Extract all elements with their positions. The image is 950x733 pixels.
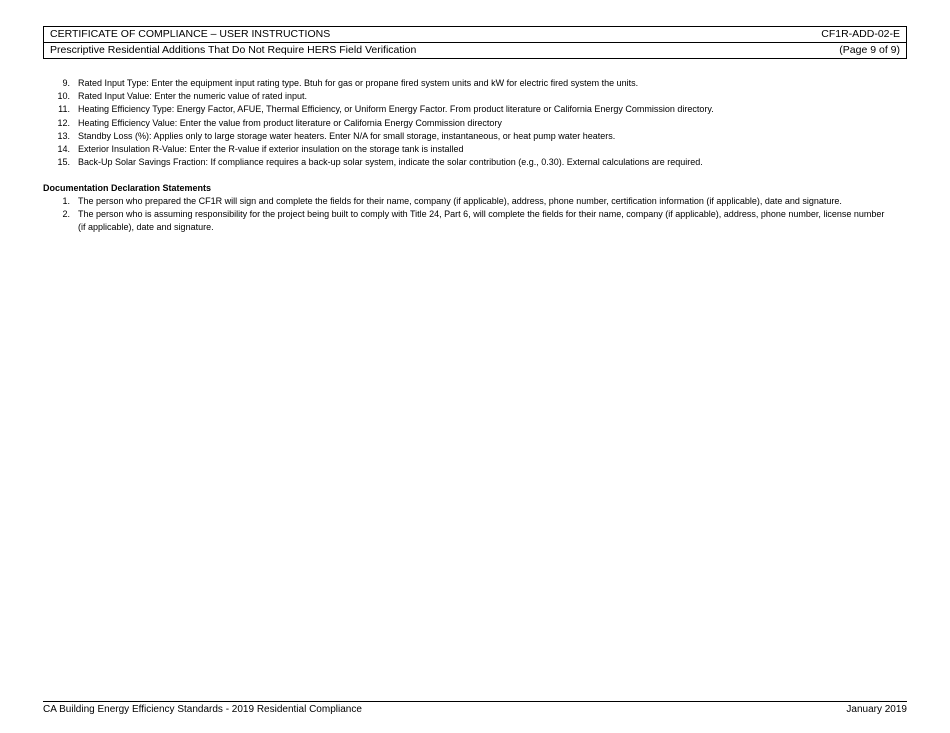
instruction-number: 13. [57, 130, 70, 141]
instruction-text: Rated Input Value: Enter the numeric value of rated input. [78, 91, 307, 102]
declaration-item [43, 208, 893, 234]
instruction-item [43, 143, 893, 156]
instruction-list [43, 77, 893, 169]
instruction-number: 10. [57, 91, 70, 102]
document-subtitle: Prescriptive Residential Additions That Do Not Require HERS Field Verification [44, 43, 739, 59]
declaration-number: 1. [62, 196, 70, 206]
document-title: CERTIFICATE OF COMPLIANCE – USER INSTRUCTIONS [44, 27, 739, 43]
instruction-item [43, 103, 893, 116]
instruction-item [43, 77, 893, 90]
page-number: (Page 9 of 9) [739, 43, 907, 59]
declaration-item [43, 195, 893, 208]
instruction-item [43, 90, 893, 103]
instruction-item [43, 117, 893, 130]
instruction-text: Exterior Insulation R-Value: Enter the R-value if exterior insulation on the storage tank is installed [78, 144, 464, 155]
form-id: CF1R-ADD-02-E [739, 27, 907, 43]
declaration-list [43, 195, 893, 235]
document-header [43, 26, 907, 59]
instruction-text: Rated Input Type: Enter the equipment input rating type. Btuh for gas or propane fired system units and kW for electric fired system the units. [78, 78, 639, 88]
footer-standards-label: CA Building Energy Efficiency Standards - 2019 Residential Compliance [43, 704, 362, 715]
instruction-number: 12. [57, 117, 70, 128]
instruction-number: 11. [58, 104, 70, 115]
header-row-title [44, 27, 907, 43]
instruction-number: 9. [62, 78, 70, 88]
instruction-number: 15. [57, 157, 70, 168]
instruction-number: 14. [57, 144, 70, 155]
declaration-text: The person who is assuming responsibility for the project being built to comply with Title 24, Part 6, will complete the fields for their name, company (if applicable), address, phone number, license number (if applicable), date and signature. [78, 209, 885, 233]
footer-date: January 2019 [846, 704, 907, 715]
declaration-text: The person who prepared the CF1R will sign and complete the fields for their name, company (if applicable), address, phone number, certification information (if applicable), date and signature. [78, 196, 842, 206]
footer-divider [43, 701, 907, 702]
declaration-heading: Documentation Declaration Statements [43, 183, 212, 193]
instruction-item [43, 130, 893, 143]
instruction-text: Back-Up Solar Savings Fraction: If compliance requires a back-up solar system, indicate the solar contribution (e.g., 0.30). External calculations are required. [78, 157, 703, 168]
instruction-text: Standby Loss (%): Applies only to large storage water heaters. Enter N/A for small storage, instantaneous, or heat pump water heaters. [78, 130, 616, 141]
header-row-subtitle [44, 43, 907, 59]
declaration-number: 2. [62, 209, 70, 220]
instruction-text: Heating Efficiency Type: Energy Factor, AFUE, Thermal Efficiency, or Uniform Energy Factor. From product literature or California Energy Commission directory. [78, 104, 714, 115]
instruction-text: Heating Efficiency Value: Enter the value from product literature or California Energy Commission directory [78, 117, 502, 128]
instruction-item [43, 156, 893, 169]
